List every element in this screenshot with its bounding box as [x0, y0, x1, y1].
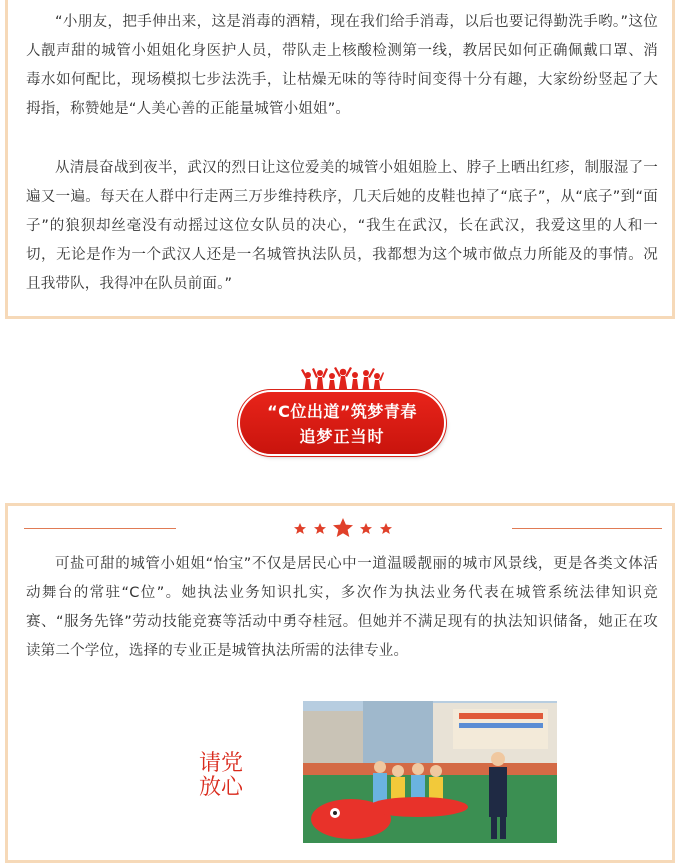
section-banner: [0, 360, 684, 460]
story-paragraph-1: “小朋友，把手伸出来，这是消毒的酒精，现在我们给手消毒，以后也要记得勤洗手哟。”这位人靓声甜的城管小姐姐化身医护人员，带队走上核酸检测第一线，教居民如何正确佩戴口罩、消毒水如何配比，现场模拟七步法洗手，让枯燥无味的等待时间变得十分有趣，大家纷纷竖起了大拇指，称赞她是“人美心善的正能量城管小姐姐”。: [26, 14, 658, 117]
banner-subtitle: 追梦正当时: [299, 427, 385, 446]
activity-photo: [303, 701, 557, 843]
slogan-text: [186, 752, 256, 800]
story-paragraph-3: 可盐可甜的城管小姐姐“怡宝”不仅是居民心中一道温暖靓丽的城市风景线，更是各类文体活动舞台的常驻“C位”。她执法业务知识扎实，多次作为执法业务代表在城管系统法律知识竞赛、“服务先锋”劳动技能竞赛等活动中勇夺桂冠。但她并不满足现有的执法知识储备，她正在攻读第二个学位，选择的专业正是城管执法所需的法律专业。: [26, 556, 658, 659]
banner-title: “C位出道”筑梦青春: [267, 402, 417, 421]
divider-line-right: [512, 528, 662, 529]
story-card-top: [5, 0, 675, 319]
cheering-crowd-icon: [300, 366, 384, 394]
banner-badge: [240, 392, 444, 454]
slogan-line-1: 请党: [198, 751, 243, 776]
divider-line-left: [24, 528, 176, 529]
story-paragraph-2: 从清晨奋战到夜半，武汉的烈日让这位爱美的城管小姐姐脸上、脖子上晒出红疹，制服湿了一遍又一遍。每天在人群中行走两三万步维持秩序，几天后她的皮鞋也掉了“底子”，从“底子”到“面子”的狼狈却丝毫没有动摇过这位女队员的决心，“我生在武汉，长在武汉，我爱这里的人和一切，无论是作为一个武汉人还是一名城管执法队员，我都想为这个城市做点力所能及的事情。况且我带队，我得冲在队员前面。”: [26, 160, 658, 292]
slogan-line-2: 放心: [198, 775, 243, 800]
star-icon: [290, 516, 396, 540]
story-card-bottom: [5, 503, 675, 863]
